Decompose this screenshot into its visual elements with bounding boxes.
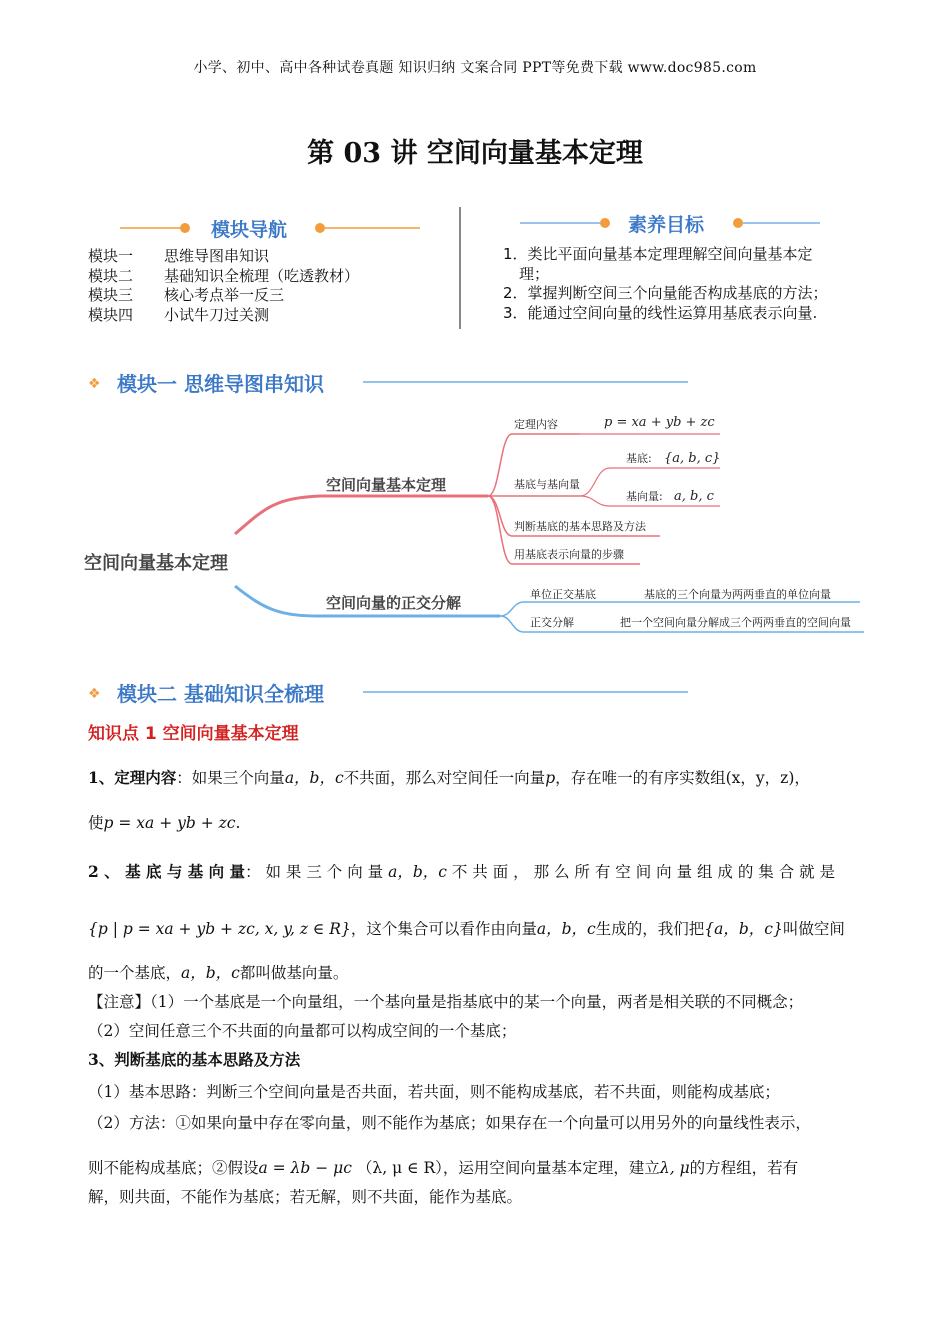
section-3-title: 3、判断基底的基本思路及方法 <box>88 1050 301 1069</box>
section-2-cont: {p | p = xa + yb + zc, x, y, z ∈ R}，这个集合可以看作由向量a，b，c生成的，我们把{a，b，c}叫做空间 <box>88 920 845 938</box>
mindmap-link <box>235 496 488 534</box>
section-1: 1、定理内容：如果三个向量a，b，c不共面，那么对空间任一向量p，存在唯一的有序实数组(x，y，z)， <box>88 768 810 787</box>
section-3-line: 解，则共面，不能作为基底；若无解，则不共面，能作为基底。 <box>88 1188 523 1206</box>
mindmap-branch: 空间向量的正交分解 <box>326 594 462 612</box>
goal-item: 理； <box>519 264 550 283</box>
module1-heading: 模块一 思维导图串知识 <box>117 372 324 396</box>
mindmap-leaf: 正交分解 <box>530 616 574 629</box>
knowledge-point-title: 知识点 1 空间向量基本定理 <box>88 724 299 744</box>
goals-list <box>503 245 883 323</box>
section-3-line: 则不能构成基底；②假设a = λb − μc （λ, μ ∈ R），运用空间向量基本定理，建立λ, μ的方程组，若有 <box>88 1159 799 1177</box>
nav-item[interactable]: 模块二 基础知识全梳理（吃透教材） <box>88 266 360 285</box>
section-1-cont: 使p = xa + yb + zc. <box>88 814 241 832</box>
goal-item: 1．类比平面向量基本定理理解空间向量基本定 <box>503 245 813 263</box>
mindmap-basevec-vectors: a, b, c <box>674 489 714 504</box>
mindmap-branch: 空间向量基本定理 <box>326 476 447 494</box>
mindmap-leaf: 定理内容 <box>514 418 558 431</box>
page-title: 第 03 讲 空间向量基本定理 <box>307 138 643 169</box>
section-2-end: 的一个基底，a，b，c都叫做基向量。 <box>88 964 349 982</box>
mindmap-basevec-label: 基向量: <box>626 490 663 503</box>
nav-item[interactable]: 模块一 思维导图串知识 <box>88 247 270 265</box>
mindmap-leaf: 用基底表示向量的步骤 <box>514 548 624 561</box>
mindmap <box>80 398 880 638</box>
mindmap-formula: p = xa + yb + zc <box>604 415 715 430</box>
nav-item[interactable]: 模块三 核心考点举一反三 <box>88 286 285 304</box>
note-2: （2）空间任意三个不共面的向量都可以构成空间的一个基底； <box>88 1022 517 1040</box>
note-1: 【注意】（1）一个基底是一个向量组，一个基向量是指基底中的某一个向量，两者是相关联的不同概念； <box>88 993 804 1011</box>
mindmap-leaf-desc: 基底的三个向量为两两垂直的单位向量 <box>644 588 831 601</box>
goal-item: 2．掌握判断空间三个向量能否构成基底的方法； <box>503 284 828 302</box>
mindmap-basis-label: 基底: <box>626 452 652 465</box>
goal-item: 3．能通过空间向量的线性运算用基底表示向量. <box>503 303 818 322</box>
mindmap-basis-vectors: {a, b, c} <box>664 451 721 466</box>
mindmap-leaf: 判断基底的基本思路及方法 <box>514 520 646 533</box>
mindmap-root: 空间向量基本定理 <box>84 553 228 574</box>
module2-heading: 模块二 基础知识全梳理 <box>117 682 324 706</box>
svg-text:❖: ❖ <box>88 376 101 392</box>
section-2: 2 、 基 底 与 基 向 量： 如 果 三 个 向 量 a，b，c 不 共 面 ， 那 么 所 有 空 间 向 量 组 成 的 集 合 就 是 <box>88 862 836 881</box>
mindmap-leaf: 基底与基向量 <box>514 478 580 491</box>
goals-heading: 素养目标 <box>628 214 705 236</box>
nav-list <box>88 247 448 325</box>
mindmap-leaf-desc: 把一个空间向量分解成三个两两垂直的空间向量 <box>620 616 851 629</box>
page-header: 小学、初中、高中各种试卷真题 知识归纳 文案合同 PPT等免费下载 www.doc985.com <box>193 60 757 76</box>
mindmap-leaf: 单位正交基底 <box>530 588 596 601</box>
nav-item[interactable]: 模块四 小试牛刀过关测 <box>88 305 270 324</box>
section-3-line: （1）基本思路：判断三个空间向量是否共面，若共面，则不能构成基底，若不共面，则能构成基底； <box>88 1083 780 1101</box>
nav-heading: 模块导航 <box>211 219 288 241</box>
svg-text:❖: ❖ <box>88 686 101 702</box>
divider <box>459 207 461 329</box>
section-3-line: （2）方法：①如果向量中存在零向量，则不能作为基底；如果存在一个向量可以用另外的向量线性表示， <box>88 1114 811 1132</box>
